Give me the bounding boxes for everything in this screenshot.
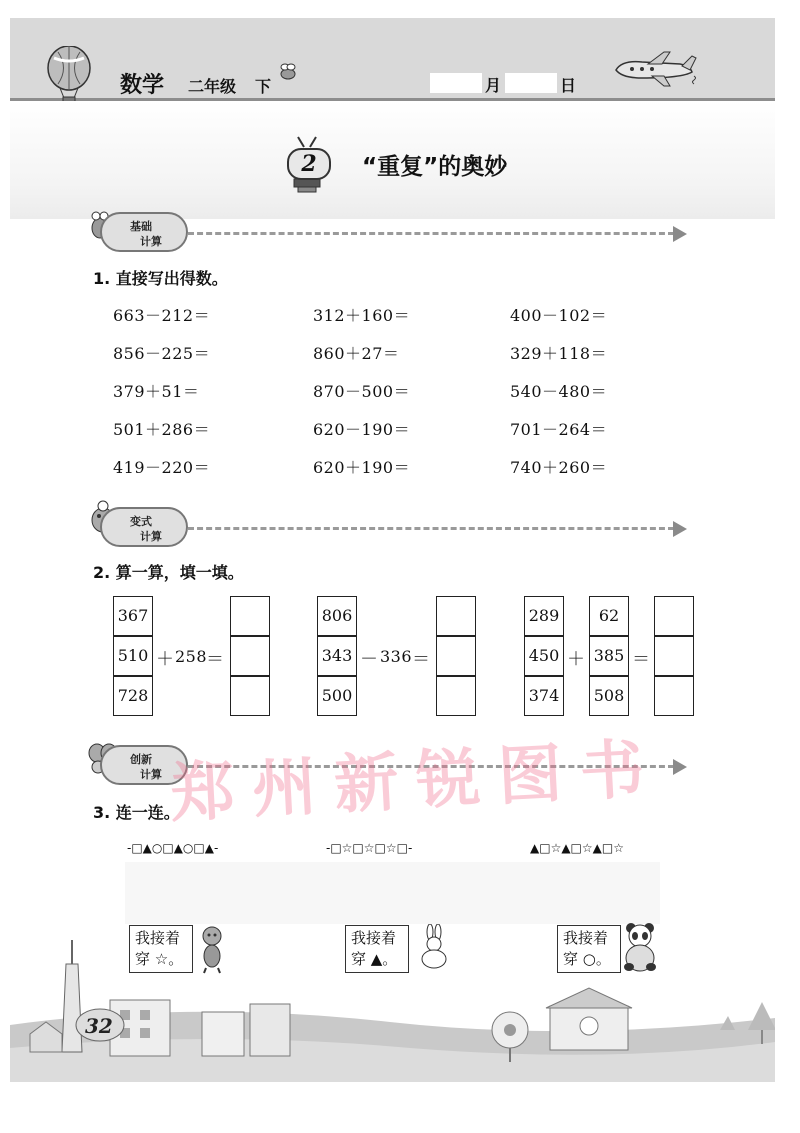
- connection-area[interactable]: [125, 862, 660, 924]
- number-cell: 508: [589, 676, 629, 716]
- section-divider-variant: [188, 527, 674, 530]
- subject-label: 数学: [120, 73, 165, 98]
- bee-icon: [276, 62, 300, 82]
- equals-sign: ＝: [412, 649, 430, 670]
- term-label: 下: [255, 77, 272, 96]
- grade-label: 二年级: [188, 77, 237, 96]
- page-number: 32: [85, 1014, 113, 1038]
- section-badge-creative-line2: 计算: [140, 768, 162, 781]
- speech-line: 我接着: [351, 929, 397, 947]
- equation-item: 663－212＝: [113, 306, 211, 325]
- equation-item: 856－225＝: [113, 344, 211, 363]
- lesson-title: “重复”的奥妙: [362, 154, 508, 180]
- section-badge-basic-line1: 基础: [130, 220, 152, 233]
- speech-line: 穿 ○。: [563, 950, 611, 968]
- section-badge-variant-line1: 变式: [130, 515, 152, 528]
- question-2-title: 2. 算一算，填一填。: [93, 563, 244, 582]
- equation-item: 870－500＝: [313, 382, 411, 401]
- section-badge-variant-line2: 计算: [140, 530, 162, 543]
- bead-string-2[interactable]: -□☆□☆□☆□-: [326, 841, 413, 855]
- equation-item: 620－190＝: [313, 420, 411, 439]
- day-label: 日: [560, 76, 577, 95]
- answer-cell[interactable]: [230, 596, 270, 636]
- answer-cell[interactable]: [654, 636, 694, 676]
- month-field[interactable]: [430, 73, 482, 93]
- lesson-number-badge: 2: [287, 148, 331, 180]
- number-cell: 289: [524, 596, 564, 636]
- bead-string-3[interactable]: ▲□☆▲□☆▲□☆: [530, 841, 624, 855]
- number-cell: 806: [317, 596, 357, 636]
- speech-line: 我接着: [135, 929, 181, 947]
- operand-value: 336: [380, 647, 413, 666]
- equals-sign: ＝: [206, 649, 224, 670]
- watermark: 郑州新锐图书: [168, 732, 664, 832]
- day-field[interactable]: [505, 73, 557, 93]
- speech-line: 穿 ▲。: [351, 950, 398, 968]
- arrow-right-icon: [673, 759, 687, 775]
- answer-cell[interactable]: [436, 676, 476, 716]
- arrow-right-icon: [673, 521, 687, 537]
- bead-string-1[interactable]: -□▲○□▲○□▲-: [127, 841, 219, 855]
- equation-item: 379＋51＝: [113, 382, 200, 401]
- answer-cell[interactable]: [436, 596, 476, 636]
- equation-item: 329＋118＝: [510, 344, 608, 363]
- number-cell: 62: [589, 596, 629, 636]
- equals-sign: ＝: [632, 649, 650, 670]
- answer-cell[interactable]: [436, 636, 476, 676]
- airplane-icon: [612, 50, 702, 90]
- number-cell: 510: [113, 636, 153, 676]
- equation-item: 400－102＝: [510, 306, 608, 325]
- section-badge-basic: [100, 212, 188, 252]
- speech-line: 我接着: [563, 929, 609, 947]
- operand-value: 258: [175, 647, 208, 666]
- number-cell: 343: [317, 636, 357, 676]
- equation-item: 501＋286＝: [113, 420, 211, 439]
- section-divider-basic: [188, 232, 674, 235]
- section-badge-basic-line2: 计算: [140, 235, 162, 248]
- section-badge-creative-line1: 创新: [130, 753, 152, 766]
- equation-item: 419－220＝: [113, 458, 211, 477]
- question-1-title: 1. 直接写出得数。: [93, 269, 228, 288]
- answer-cell[interactable]: [654, 676, 694, 716]
- number-cell: 374: [524, 676, 564, 716]
- month-label: 月: [485, 76, 502, 95]
- answer-cell[interactable]: [230, 636, 270, 676]
- plus-sign: ＋: [156, 649, 174, 670]
- minus-sign: －: [360, 649, 378, 670]
- hot-air-balloon-icon: [44, 46, 94, 108]
- answer-cell[interactable]: [230, 676, 270, 716]
- arrow-right-icon: [673, 226, 687, 242]
- equation-item: 860＋27＝: [313, 344, 400, 363]
- plus-sign: ＋: [567, 649, 585, 670]
- number-cell: 500: [317, 676, 357, 716]
- number-cell: 450: [524, 636, 564, 676]
- equation-item: 312＋160＝: [313, 306, 411, 325]
- speech-line: 穿 ☆。: [135, 950, 184, 968]
- number-cell: 385: [589, 636, 629, 676]
- equation-item: 740＋260＝: [510, 458, 608, 477]
- equation-item: 701－264＝: [510, 420, 608, 439]
- number-cell: 367: [113, 596, 153, 636]
- question-3-title: 3. 连一连。: [93, 803, 180, 822]
- number-cell: 728: [113, 676, 153, 716]
- equation-item: 620＋190＝: [313, 458, 411, 477]
- equation-item: 540－480＝: [510, 382, 608, 401]
- section-badge-variant: [100, 507, 188, 547]
- answer-cell[interactable]: [654, 596, 694, 636]
